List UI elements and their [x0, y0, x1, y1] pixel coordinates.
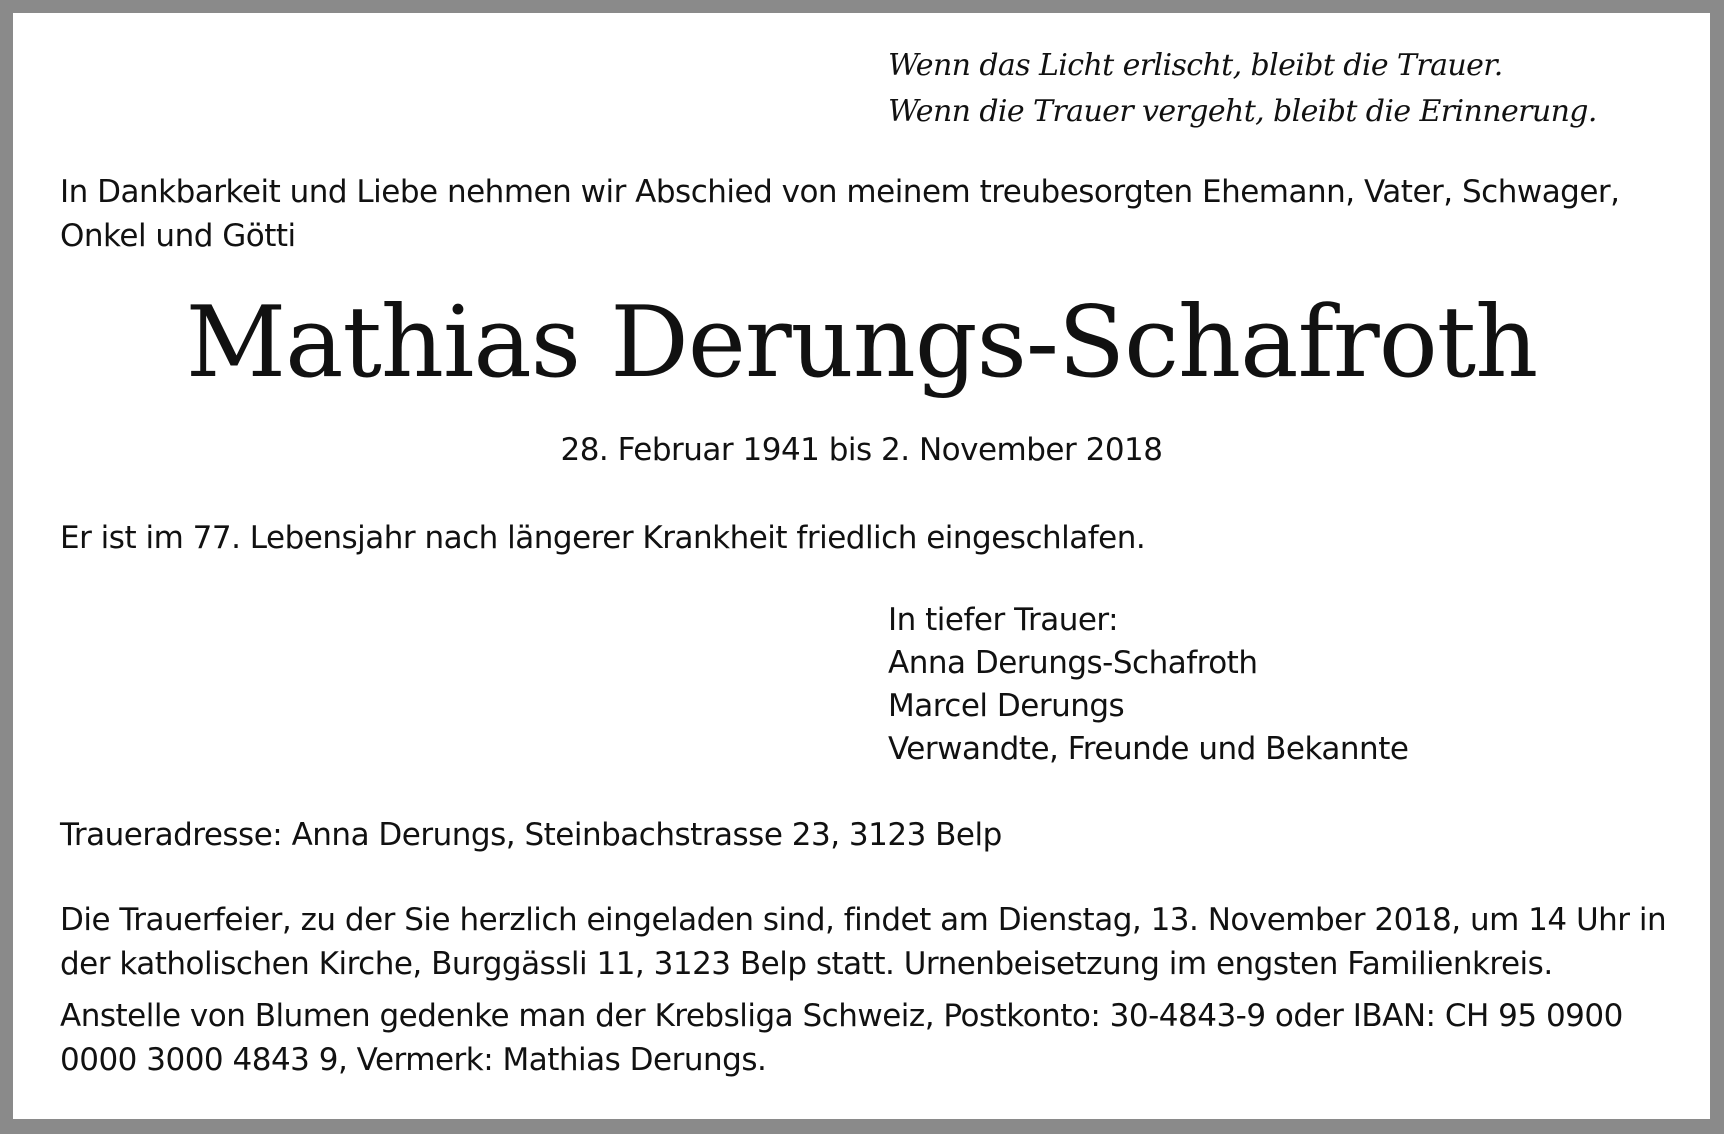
donation-request: Anstelle von Blumen gedenke man der Krebsliga Schweiz, Postkonto: 30-4843-9 oder IBAN: CH 95 0900 0000 3000 4843 9, Vermerk: Mathias Derungs. — [60, 998, 1623, 1078]
mourner-name: Marcel Derungs — [888, 688, 1125, 724]
mourner-name: Verwandte, Freunde und Bekannte — [888, 731, 1409, 767]
life-dates: 28. Februar 1941 bis 2. November 2018 — [560, 432, 1163, 468]
funeral-ceremony-info: Die Trauerfeier, zu der Sie herzlich eingeladen sind, findet am Dienstag, 13. November 2018, um 14 Uhr in der katholischen Kirche, Burggässli 11, 3123 Belp statt. Urnenbeisetzung im engsten Familienkreis. — [60, 902, 1667, 982]
memorial-quote — [888, 43, 1597, 135]
memorial-quote-line-2: Wenn die Trauer vergeht, bleibt die Erinnerung. — [888, 94, 1597, 129]
mourner-name: Anna Derungs-Schafroth — [888, 645, 1258, 681]
deceased-name: Mathias Derungs-Schafroth — [185, 286, 1538, 400]
mourning-address: Traueradresse: Anna Derungs, Steinbachstrasse 23, 3123 Belp — [60, 817, 1002, 853]
memorial-quote-line-1: Wenn das Licht erlischt, bleibt die Trauer. — [888, 48, 1503, 83]
farewell-intro: In Dankbarkeit und Liebe nehmen wir Abschied von meinem treubesorgten Ehemann, Vater, Schwager, Onkel und Götti — [60, 174, 1620, 254]
passing-statement: Er ist im 77. Lebensjahr nach längerer Krankheit friedlich eingeschlafen. — [60, 520, 1146, 556]
obituary-notice — [13, 13, 1710, 1119]
mourners-heading: In tiefer Trauer: — [888, 602, 1119, 638]
mourners-list — [888, 599, 1408, 771]
